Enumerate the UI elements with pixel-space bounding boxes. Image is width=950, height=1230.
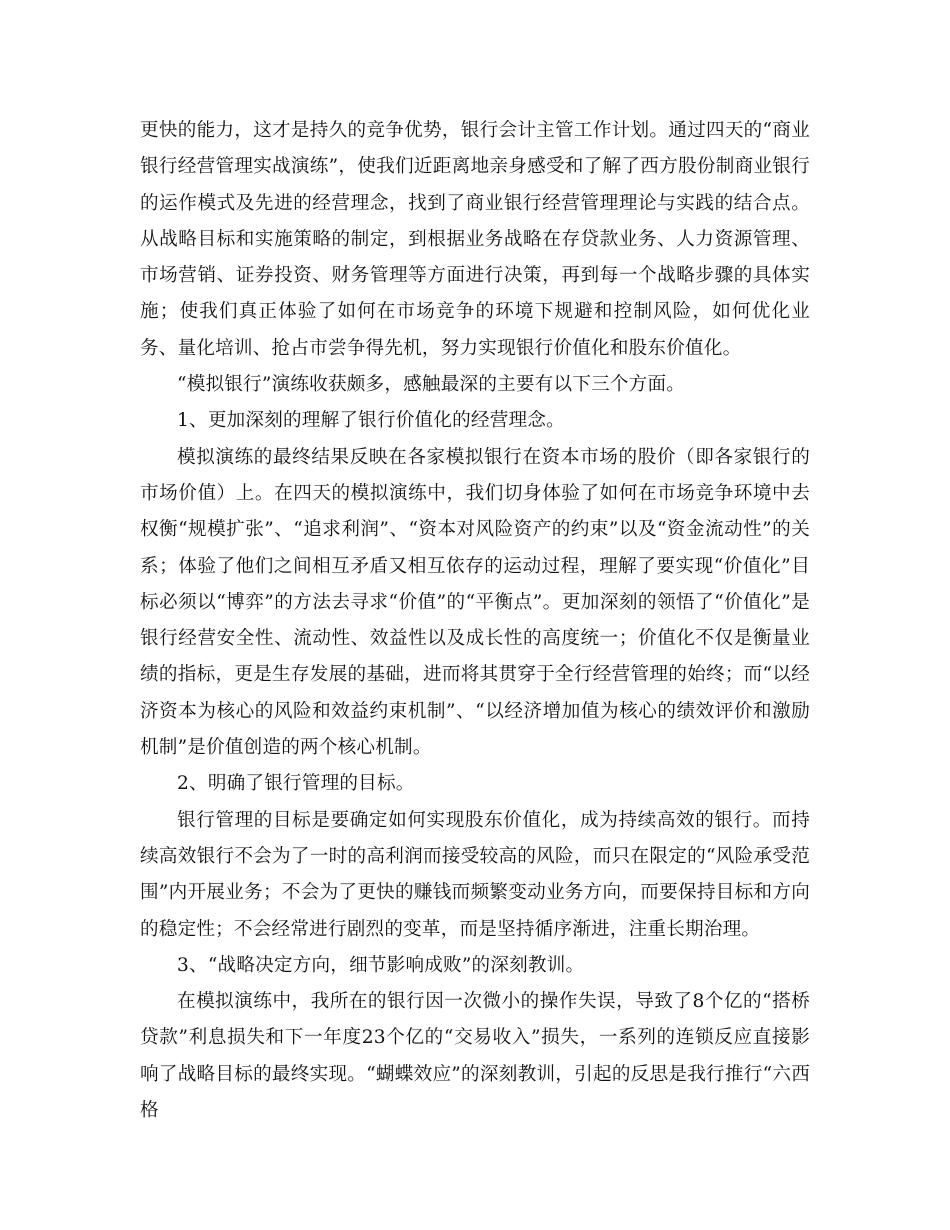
paragraph-4: 模拟演练的最终结果反映在各家模拟银行在资本市场的股价（即各家银行的市场价值）上。在四天的模拟演练中，我们切身体验了如何在市场竞争环境中去权衡“规模扩张”、“追求利润”、“资本对风险资产的约束”以及“资金流动性”的关系；体验了他们之间相互矛盾又相互依存的运动过程，理解了要实现“价值化”目标必须以“博弈”的方法去寻求“价值”的“平衡点”。更加深刻的领悟了“价值化”是银行经营安全性、流动性、效益性以及成长性的高度统一；价值化不仅是衡量业绩的指标，更是生存发展的基础，进而将其贯穿于全行经营管理的始终；而“以经济资本为核心的风险和效益约束机制”、“以经济增加值为核心的绩效评价和激励机制”是价值创造的两个核心机制。: [140, 446, 810, 759]
paragraph-3-heading: 1、更加深刻的理解了银行价值化的经营理念。: [177, 410, 565, 432]
paragraph-7-heading: 3、“战略决定方向，细节影响成败”的深刻教训。: [177, 954, 585, 976]
document-body: [140, 113, 810, 1129]
paragraph-1: 更快的能力，这才是持久的竞争优势，银行会计主管工作计划。通过四天的“商业银行经营管理实战演练”，使我们近距离地亲身感受和了解了西方股份制商业银行的运作模式及先进的经营理念，找到了商业银行经营管理理论与实践的结合点。从战略目标和实施策略的制定，到根据业务战略在存贷款业务、人力资源管理、市场营销、证券投资、财务管理等方面进行决策，再到每一个战略步骤的具体实施；使我们真正体验了如何在市场竞争的环境下规避和控制风险，如何优化业务、量化培训、抢占市尝争得先机，努力实现银行价值化和股东价值化。: [140, 120, 810, 359]
paragraph-2: “模拟银行”演练收获颇多，感触最深的主要有以下三个方面。: [177, 374, 686, 396]
paragraph-6: 银行管理的目标是要确定如何实现股东价值化，成为持续高效的银行。而持续高效银行不会为了一时的高利润而接受较高的风险，而只在限定的“风险承受范围”内开展业务；不会为了更快的赚钱而频繁变动业务方向，而要保持目标和方向的稳定性；不会经常进行剧烈的变革，而是坚持循序渐进，注重长期治理。: [140, 809, 810, 940]
paragraph-5-heading: 2、明确了银行管理的目标。: [177, 773, 415, 795]
paragraph-8: 在模拟演练中，我所在的银行因一次微小的操作失误，导致了8个亿的“搭桥贷款”利息损失和下一年度23个亿的“交易收入”损失，一系列的连锁反应直接影响了战略目标的最终实现。“蝴蝶效应”的深刻教训，引起的反思是我行推行“六西格: [140, 991, 810, 1122]
